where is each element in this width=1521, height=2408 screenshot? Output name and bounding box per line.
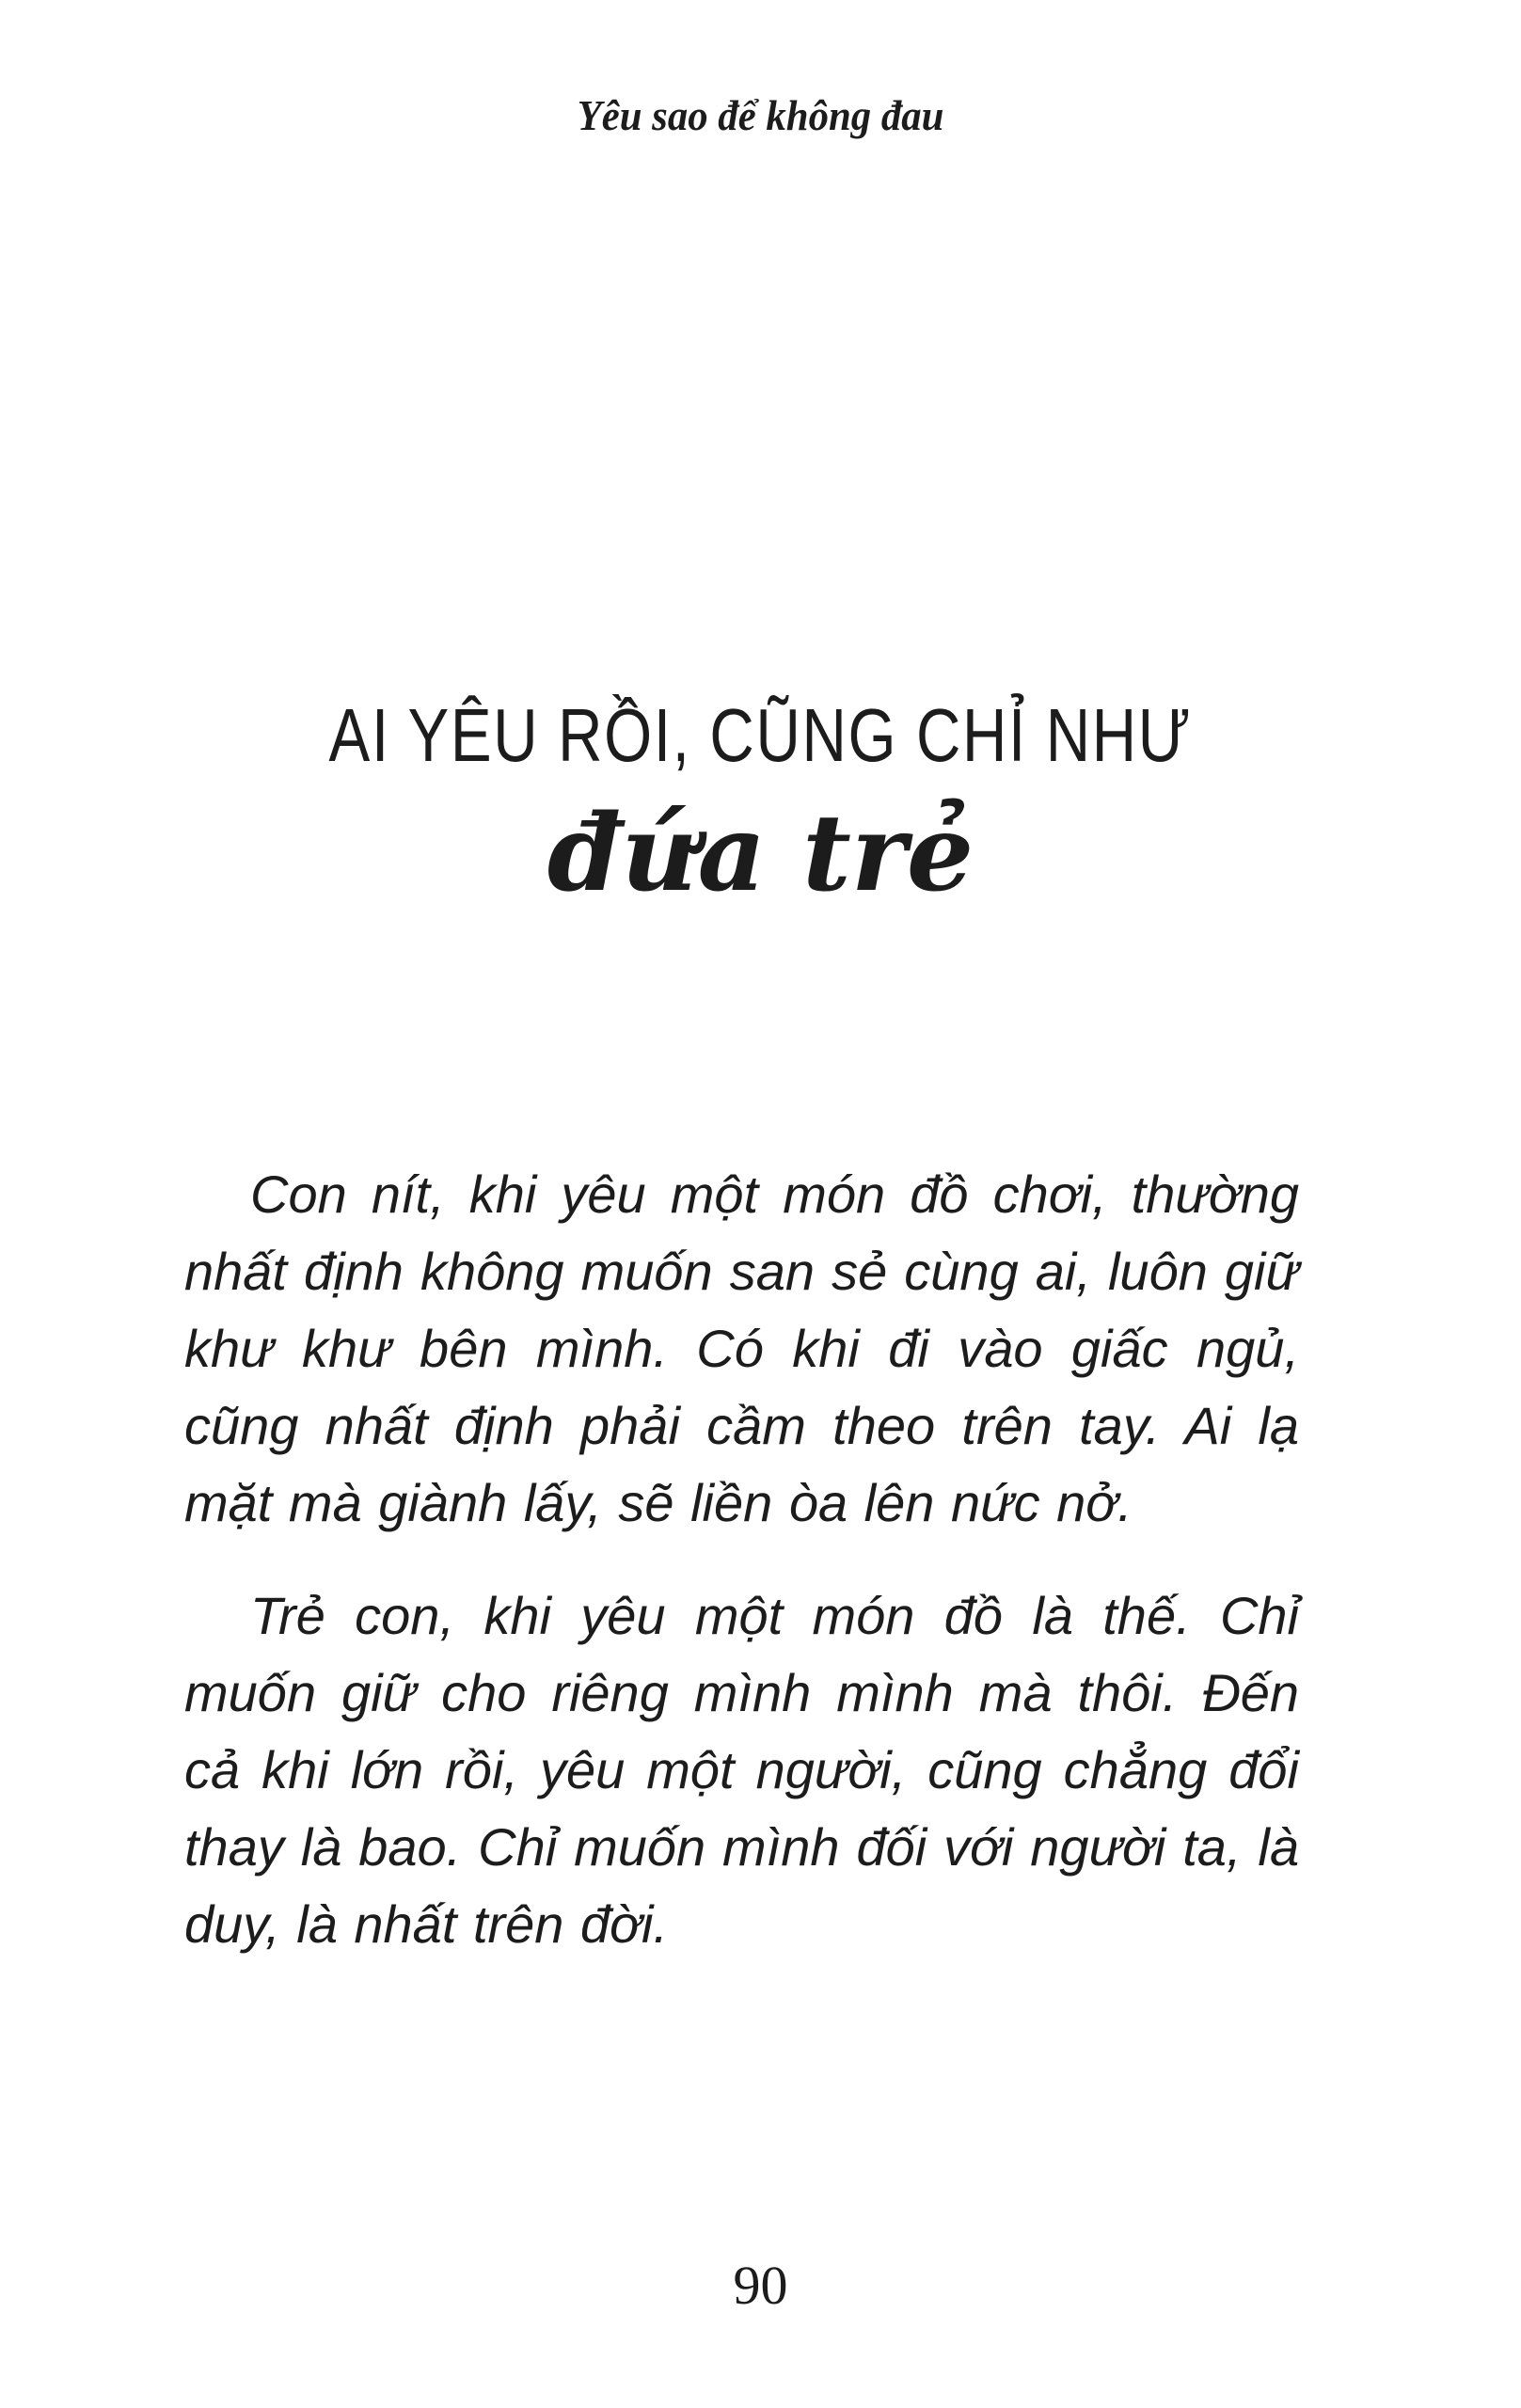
chapter-subtitle-script: đứa trẻ xyxy=(547,792,974,915)
page-number: 90 xyxy=(733,2255,788,2316)
body-paragraph-1: Con nít, khi yêu một món đồ chơi, thường nhất định không muốn san sẻ cùng ai, luôn giữ khư khư bên mình. Có khi đi vào giấc ngủ, cũng nhất định phải cầm theo trên tay. Ai lạ mặt mà giành lấy, sẽ liền òa lên nức nở. xyxy=(184,1164,1299,1532)
body-paragraph-2: Trẻ con, khi yêu một món đồ là thế. Chỉ muốn giữ cho riêng mình mình mà thôi. Đến cả khi lớn rồi, yêu một người, cũng chẳng đổi thay là bao. Chỉ muốn mình đối với người ta, là duy, là nhất trên đời. xyxy=(184,1586,1299,1954)
running-header: Yêu sao để không đau xyxy=(577,91,944,139)
chapter-title: AI YÊU RỒI, CŨNG CHỈ NHƯ xyxy=(328,693,1193,777)
